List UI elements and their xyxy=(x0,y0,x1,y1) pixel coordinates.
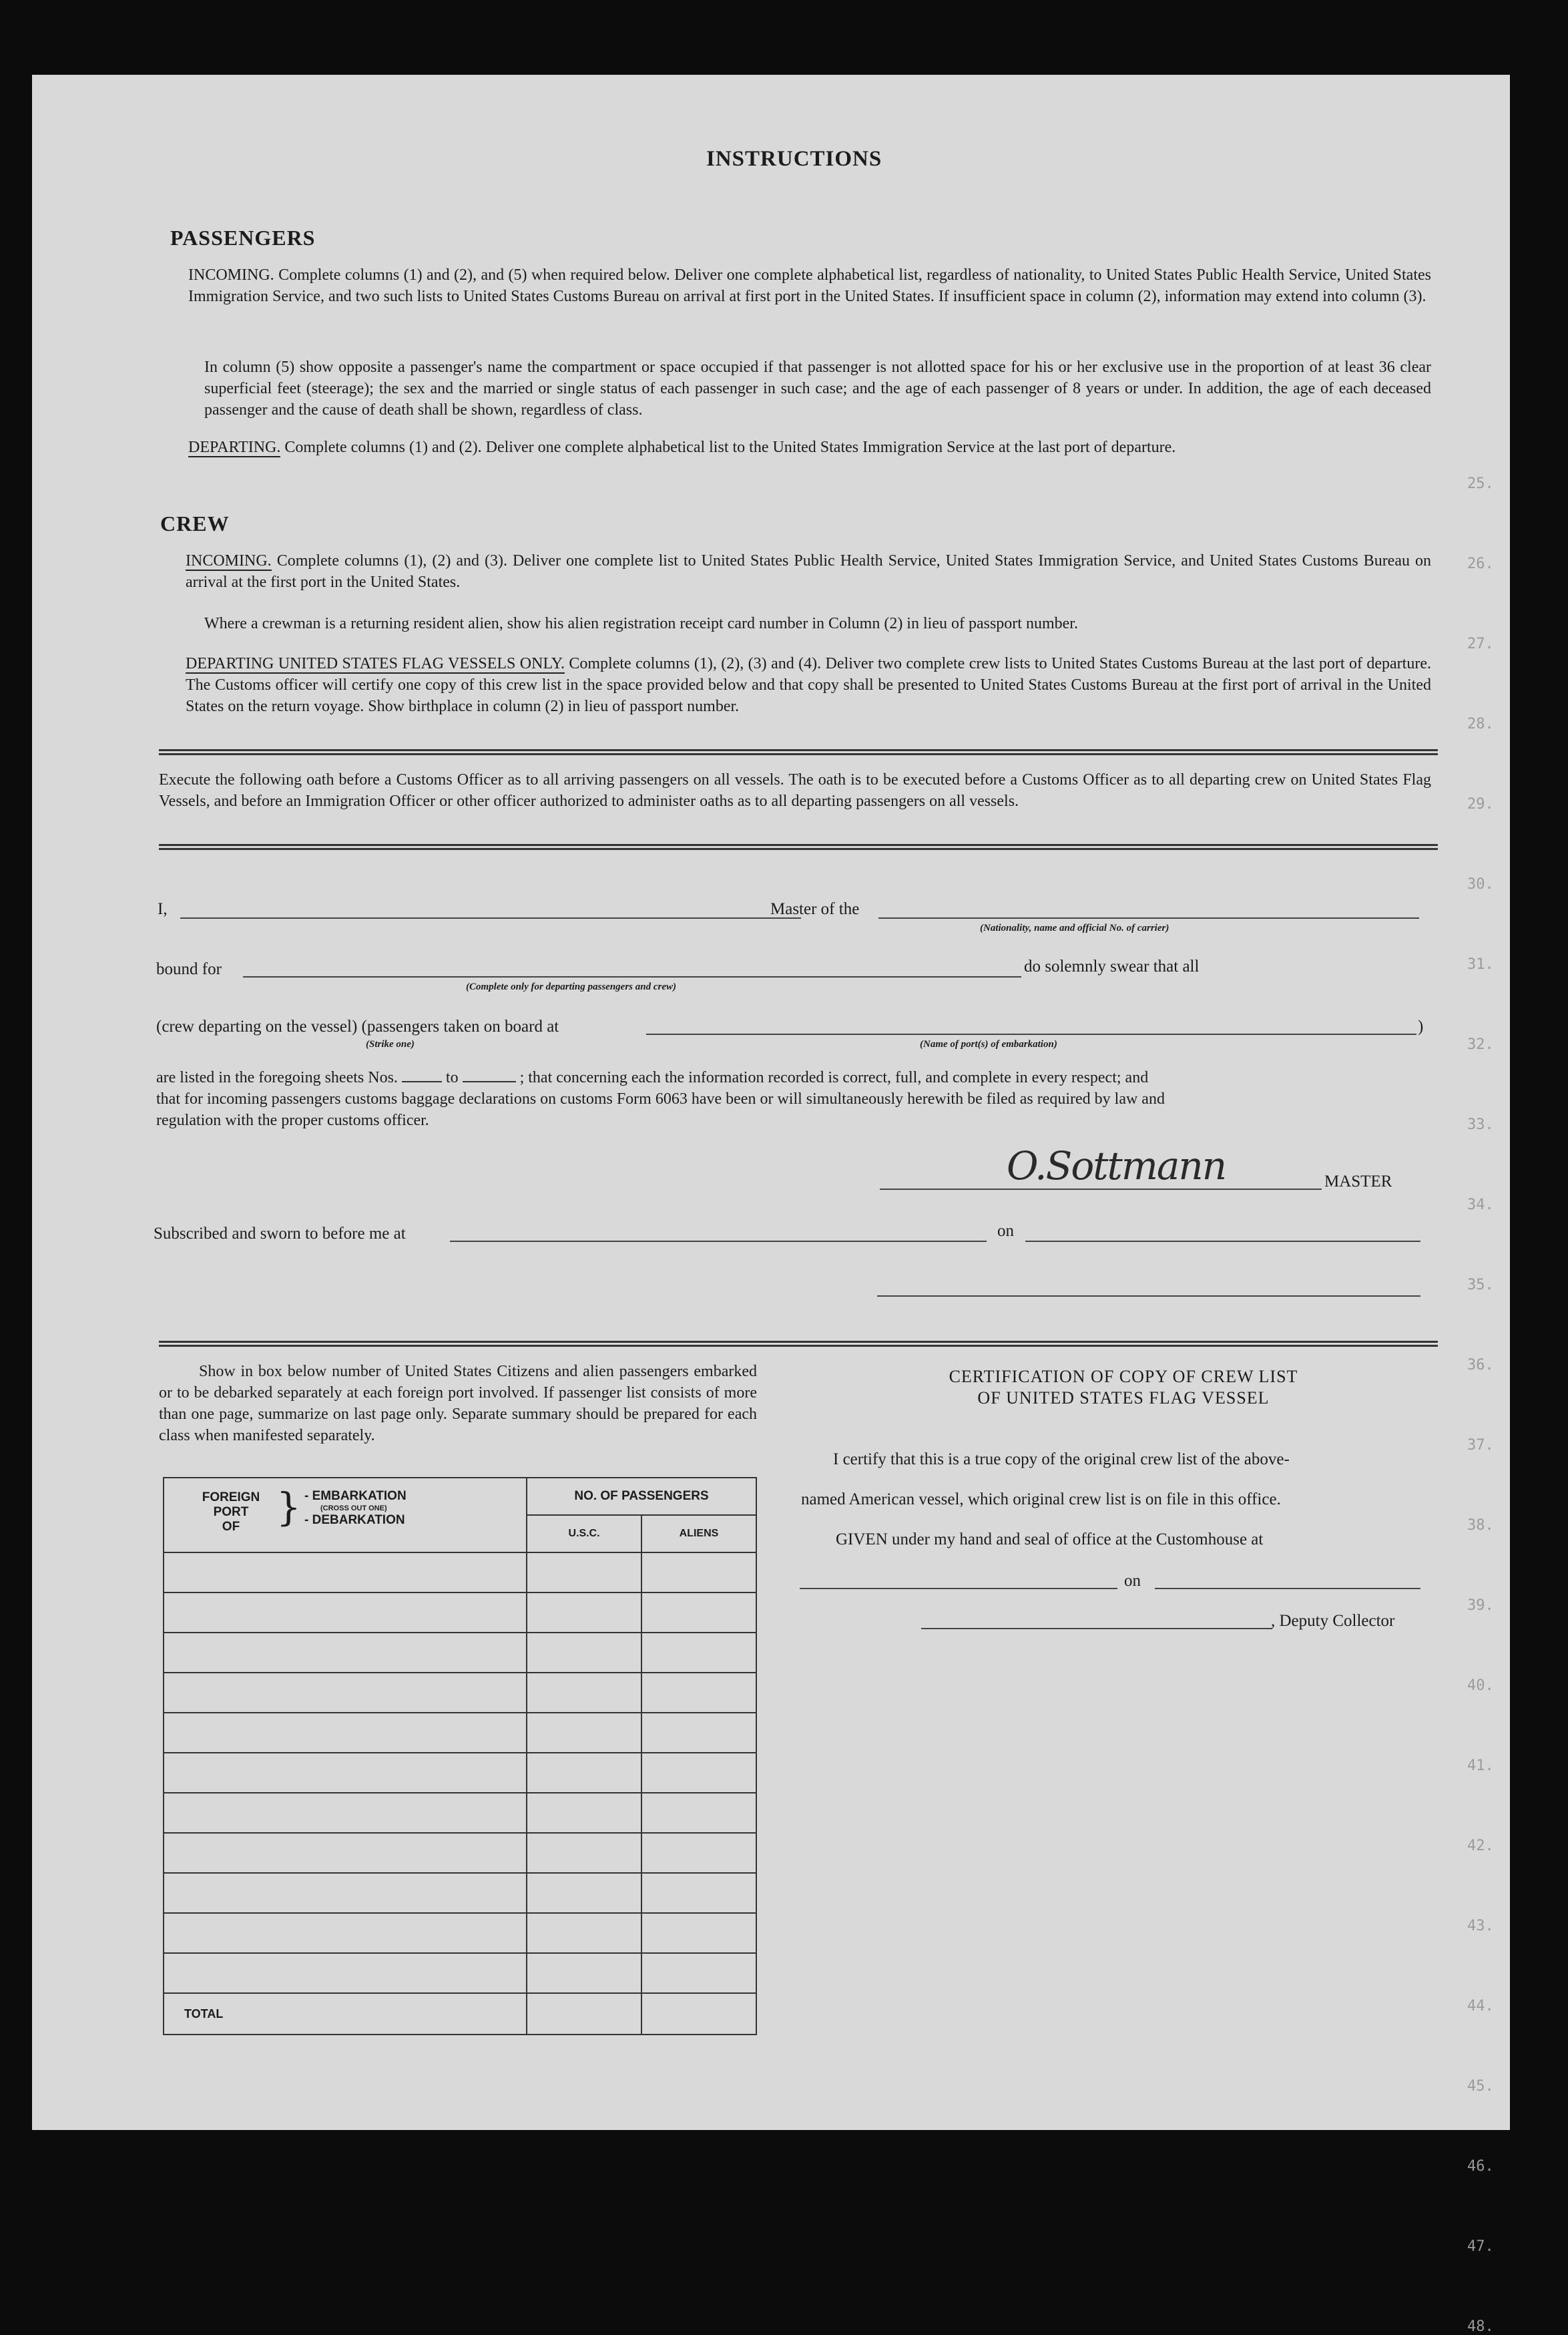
sworn-on-label: on xyxy=(997,1222,1014,1240)
crew-departing-statement: (crew departing on the vessel) (passengers taken on board at xyxy=(156,1018,559,1036)
oath-instruction: Execute the following oath before a Customs Officer as to all arriving passengers on all vessels. The oath is to be executed before a Customs Officer as to all departing crew on United States Flag Vessels, and before an Immigration Officer or other officer authorized to administer oaths as to all departing passengers on all vessels. xyxy=(159,771,1431,810)
foreign-port-header: FOREIGN PORT OF xyxy=(202,1490,260,1534)
bleed-through-number: 33. xyxy=(1467,1116,1494,1133)
close-paren: ) xyxy=(1418,1018,1424,1036)
certification-heading-1: CERTIFICATION OF COPY OF CREW LIST xyxy=(949,1367,1298,1386)
total-aliens-cell[interactable] xyxy=(641,1993,756,2035)
bleed-through-number: 45. xyxy=(1467,2078,1494,2095)
crew-departing-label: DEPARTING UNITED STATES FLAG VESSELS ONLY. xyxy=(186,655,565,672)
bleed-through-number: 37. xyxy=(1467,1437,1494,1454)
master-signature: O.Sottmann xyxy=(1007,1143,1226,1189)
bleed-through-number: 40. xyxy=(1467,1677,1494,1694)
usc-cell[interactable] xyxy=(527,1552,641,1593)
aliens-cell[interactable] xyxy=(641,1713,756,1753)
listed-text-4: regulation with the proper customs officer. xyxy=(156,1112,429,1129)
crew-incoming-label: INCOMING. xyxy=(186,552,272,570)
bleed-through-number: 35. xyxy=(1467,1277,1494,1293)
usc-cell[interactable] xyxy=(527,1913,641,1953)
divider-bottom xyxy=(159,1341,1438,1343)
bleed-through-number: 32. xyxy=(1467,1036,1494,1053)
sworn-place-field[interactable] xyxy=(450,1241,987,1242)
passenger-summary-table xyxy=(163,1477,757,2035)
certification-place-field[interactable] xyxy=(800,1588,1117,1589)
summary-row xyxy=(164,1593,756,1633)
listed-paragraph xyxy=(156,1067,1432,1131)
passengers-departing-paragraph xyxy=(188,437,1431,458)
carrier-caption: (Nationality, name and official No. of carrier) xyxy=(980,923,1169,933)
passengers-column5-paragraph: In column (5) show opposite a passenger's name the compartment or space occupied if that passenger is not allotted space for his or her exclusive use in the proportion of at least 36 clear superficial feet (steerage); the sex and the married or single status of each passenger in such case; and the age of each passenger of 8 years or under. In addition, the age of each deceased passenger and the cause of death shall be shown, regardless of class. xyxy=(204,359,1431,419)
total-usc-cell[interactable] xyxy=(527,1993,641,2035)
usc-cell[interactable] xyxy=(527,1713,641,1753)
embarkation-port-field[interactable] xyxy=(646,1034,1416,1035)
form-sheet xyxy=(32,75,1510,2335)
crew-departing-paragraph xyxy=(186,653,1431,717)
bleed-through-number: 36. xyxy=(1467,1357,1494,1373)
total-row-label-cell xyxy=(164,1993,527,2035)
passengers-incoming-label: INCOMING. xyxy=(188,266,274,284)
aliens-cell[interactable] xyxy=(641,1753,756,1793)
deputy-signature-line[interactable] xyxy=(921,1628,1272,1629)
listed-text-2: ; that concerning each the information recorded is correct, full, and complete in every respect; and xyxy=(519,1069,1149,1086)
port-cell[interactable] xyxy=(164,1873,527,1913)
passengers-incoming-paragraph xyxy=(188,264,1431,307)
aliens-cell[interactable] xyxy=(641,1873,756,1913)
summary-row xyxy=(164,1873,756,1913)
crew-resident-paragraph: Where a crewman is a returning resident alien, show his alien registration receipt card number in Column (2) in lieu of passport number. xyxy=(204,615,1078,632)
embarkation-label: - EMBARKATION xyxy=(304,1489,407,1503)
usc-cell[interactable] xyxy=(527,1793,641,1833)
aliens-header: ALIENS xyxy=(641,1515,756,1552)
certification-heading-2: OF UNITED STATES FLAG VESSEL xyxy=(977,1388,1270,1408)
summary-row xyxy=(164,1833,756,1873)
sheet-from-field[interactable] xyxy=(402,1081,442,1082)
master-name-field[interactable] xyxy=(180,917,801,919)
usc-cell[interactable] xyxy=(527,1673,641,1713)
listed-text-1: are listed in the foregoing sheets Nos. xyxy=(156,1069,398,1086)
bleed-through-number: 26. xyxy=(1467,556,1494,572)
certification-line-1: I certify that this is a true copy of the original crew list of the above- xyxy=(833,1450,1290,1468)
crew-heading: CREW xyxy=(160,511,230,536)
summary-row xyxy=(164,1713,756,1753)
usc-header: U.S.C. xyxy=(527,1515,641,1552)
divider-oath-2 xyxy=(159,848,1438,850)
bleed-through-number: 25. xyxy=(1467,475,1494,492)
aliens-cell[interactable] xyxy=(641,1593,756,1633)
bleed-through-number: 38. xyxy=(1467,1517,1494,1534)
usc-cell[interactable] xyxy=(527,1633,641,1673)
summary-row xyxy=(164,1673,756,1713)
bleed-through-number: 30. xyxy=(1467,876,1494,893)
bleed-through-number: 31. xyxy=(1467,956,1494,973)
strike-one-caption: (Strike one) xyxy=(366,1039,415,1050)
sheet-to-field[interactable] xyxy=(463,1081,516,1082)
page-title: INSTRUCTIONS xyxy=(706,147,882,171)
passengers-heading: PASSENGERS xyxy=(170,226,316,250)
debarkation-label: - DEBARKATION xyxy=(304,1513,405,1527)
bound-for-caption: (Complete only for departing passengers and crew) xyxy=(466,982,676,992)
aliens-cell[interactable] xyxy=(641,1953,756,1993)
port-header-cell xyxy=(164,1478,527,1552)
carrier-field[interactable] xyxy=(878,917,1419,919)
bleed-through-number: 29. xyxy=(1467,796,1494,813)
aliens-cell[interactable] xyxy=(641,1793,756,1833)
aliens-cell[interactable] xyxy=(641,1833,756,1873)
listed-text-3: that for incoming passengers customs baggage declarations on customs Form 6063 have been or will simultaneously herewith be filed as required by law and xyxy=(156,1090,1165,1108)
subscribed-label: Subscribed and sworn to before me at xyxy=(154,1225,406,1243)
certification-line-2: named American vessel, which original crew list is on file in this office. xyxy=(801,1490,1281,1508)
total-label: TOTAL xyxy=(184,2007,224,2021)
officer-signature-line[interactable] xyxy=(877,1295,1420,1297)
listed-to: to xyxy=(445,1069,459,1086)
crew-incoming-paragraph xyxy=(186,550,1431,593)
aliens-cell[interactable] xyxy=(641,1673,756,1713)
port-cell[interactable] xyxy=(164,1593,527,1633)
bleed-through-number: 27. xyxy=(1467,636,1494,652)
passengers-incoming-text: Complete columns (1) and (2), and (5) when required below. Deliver one complete alphabetical list, regardless of nationality, to United States Public Health Service, United States Immigration Service, and two such lists to United States Customs Bureau on arrival at first port in the United States. If insufficient space in column (2), information may extend into column (3). xyxy=(188,266,1431,305)
certification-on-label: on xyxy=(1124,1572,1141,1590)
passengers-departing-label: DEPARTING. xyxy=(188,439,281,456)
bleed-through-number: 28. xyxy=(1467,716,1494,732)
usc-cell[interactable] xyxy=(527,1953,641,1993)
certification-heading xyxy=(813,1366,1434,1409)
summary-row xyxy=(164,1552,756,1593)
no-of-passengers-header: NO. OF PASSENGERS xyxy=(527,1478,756,1515)
divider-top xyxy=(159,749,1438,751)
divider-top-2 xyxy=(159,753,1438,755)
bleed-through-number: 47. xyxy=(1467,2238,1494,2255)
summary-row xyxy=(164,1953,756,1993)
crew-departing-text: Complete columns (1), (2), (3) and (4). Deliver two complete crew lists to United States Customs Bureau at the last port of departure. The Customs officer will certify one copy of this crew list in the space provided below and that copy shall be presented to United States Customs Bureau at the first port of arrival in the United States on the return voyage. Show birthplace in column (2) in lieu of passport number. xyxy=(186,655,1431,715)
cross-out-note: (CROSS OUT ONE) xyxy=(320,1504,387,1512)
summary-row xyxy=(164,1753,756,1793)
bleed-through-number: 39. xyxy=(1467,1597,1494,1614)
summary-row xyxy=(164,1633,756,1673)
port-caption: (Name of port(s) of embarkation) xyxy=(920,1039,1057,1050)
bleed-through-number: 44. xyxy=(1467,1998,1494,2014)
bound-for-field[interactable] xyxy=(243,976,1021,978)
bleed-through-number: 41. xyxy=(1467,1757,1494,1774)
port-cell[interactable] xyxy=(164,1633,527,1673)
bleed-through-number: 42. xyxy=(1467,1838,1494,1854)
divider-oath xyxy=(159,844,1438,846)
bleed-through-number: 48. xyxy=(1467,2318,1494,2335)
aliens-cell[interactable] xyxy=(641,1552,756,1593)
bleed-through-number: 43. xyxy=(1467,1918,1494,1934)
usc-cell[interactable] xyxy=(527,1833,641,1873)
certification-date-field[interactable] xyxy=(1155,1588,1420,1589)
usc-cell[interactable] xyxy=(527,1593,641,1633)
embark-debark-header xyxy=(304,1489,407,1528)
master-label: MASTER xyxy=(1324,1173,1392,1191)
brace-icon: } xyxy=(276,1484,301,1530)
port-cell[interactable] xyxy=(164,1713,527,1753)
passengers-departing-text: Complete columns (1) and (2). Deliver one complete alphabetical list to the United States Immigration Service at the last port of departure. xyxy=(284,439,1176,456)
swear-text: do solemnly swear that all xyxy=(1024,958,1200,976)
aliens-cell[interactable] xyxy=(641,1633,756,1673)
master-signature-line xyxy=(880,1189,1322,1190)
deputy-collector-label: , Deputy Collector xyxy=(1271,1612,1395,1630)
oath-i-label: I, xyxy=(158,900,168,918)
sworn-date-field[interactable] xyxy=(1025,1241,1420,1242)
summary-row xyxy=(164,1793,756,1833)
summary-row xyxy=(164,1913,756,1953)
master-of-label: Master of the xyxy=(770,900,860,918)
usc-cell[interactable] xyxy=(527,1873,641,1913)
port-cell[interactable] xyxy=(164,1913,527,1953)
aliens-cell[interactable] xyxy=(641,1913,756,1953)
bleed-through-number: 46. xyxy=(1467,2158,1494,2175)
port-cell[interactable] xyxy=(164,1753,527,1793)
port-cell[interactable] xyxy=(164,1552,527,1593)
port-cell[interactable] xyxy=(164,1793,527,1833)
usc-cell[interactable] xyxy=(527,1753,641,1793)
port-cell[interactable] xyxy=(164,1673,527,1713)
divider-bottom-2 xyxy=(159,1345,1438,1347)
port-cell[interactable] xyxy=(164,1953,527,1993)
bound-for-label: bound for xyxy=(156,960,222,978)
certification-line-3: GIVEN under my hand and seal of office at the Customhouse at xyxy=(836,1530,1264,1548)
bleed-through-number: 34. xyxy=(1467,1197,1494,1213)
crew-incoming-text: Complete columns (1), (2) and (3). Deliver one complete list to United States Public Health Service, United States Immigration Service, and United States Customs Bureau on arrival at the first port in the United States. xyxy=(186,552,1431,591)
port-cell[interactable] xyxy=(164,1833,527,1873)
summary-instruction: Show in box below number of United States Citizens and alien passengers embarked or to be debarked separately at each foreign port involved. If passenger list consists of more than one page, summarize on last page only. Separate summary should be prepared for each class when manifested separately. xyxy=(159,1363,757,1444)
